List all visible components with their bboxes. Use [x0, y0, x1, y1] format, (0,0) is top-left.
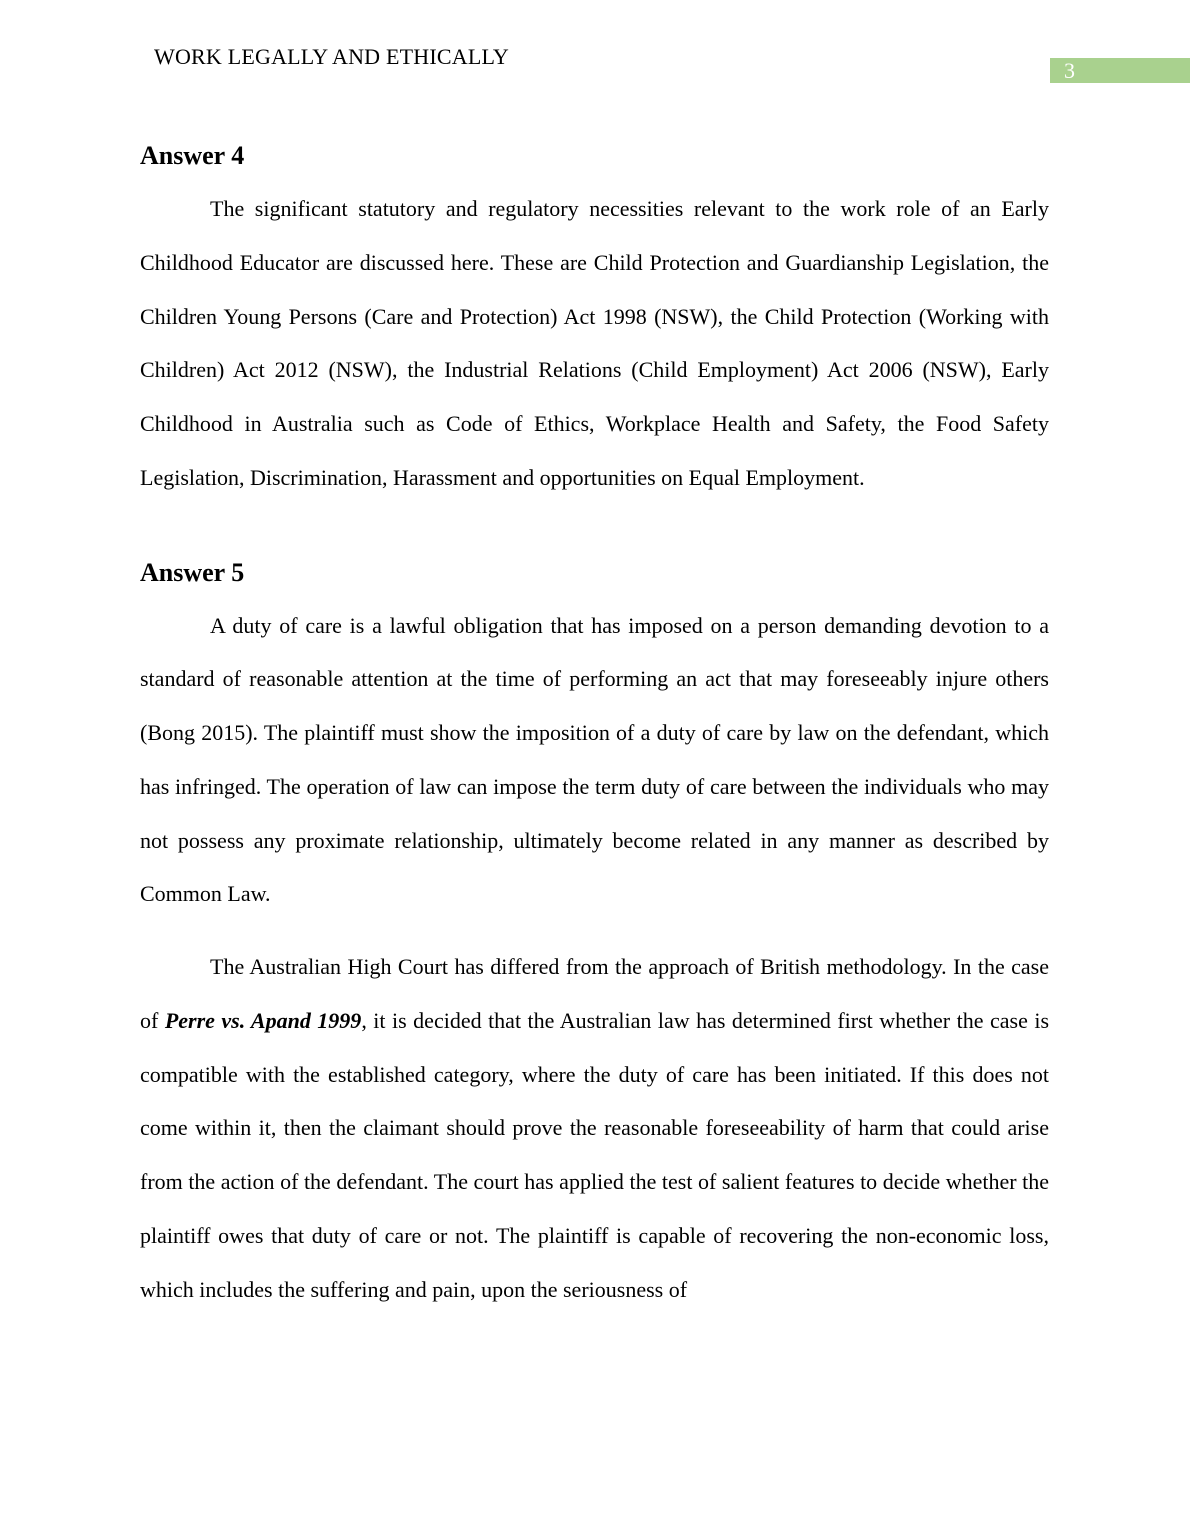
paragraph-duty-of-care: A duty of care is a lawful obligation that has imposed on a person demanding devotion to a standard of reasonable attention at the time of performing an act that may foreseeably injure others (Bong 2015). The plaintiff must show the imposition of a duty of care by law on the defendant, which has infringed. The operation of law can impose the term duty of care between the individuals who may not possess any proximate relationship, ultimately become related in any manner as described by Common Law.: [140, 612, 1049, 907]
heading-answer-4: Answer 4: [140, 141, 245, 170]
paragraph-text-after-case: , it is decided that the Australian law has determined first whether the case is compatible with the established category, where the duty of care has been initiated. If this does not come within it, then the claimant should prove the reasonable foreseeability of harm that could arise from the action of the defendant. The court has applied the test of salient features to decide whether the plaintiff owes that duty of care or not. The plaintiff is capable of recovering the non-economic loss, which includes the suffering and pain, upon the seriousness of: [140, 1007, 1050, 1302]
running-head: WORK LEGALLY AND ETHICALLY: [154, 44, 509, 69]
heading-answer-5: Answer 5: [140, 557, 245, 587]
paragraph-answer-4: The significant statutory and regulatory necessities relevant to the work role of an Early Childhood Educator are discussed here. These are Child Protection and Guardianship Legislation, the Children Young Persons (Care and Protection) Act 1998 (NSW), the Child Protection (Working with Children) Act 2012 (NSW), the Industrial Relations (Child Employment) Act 2006 (NSW), Early Childhood in Australia such as Code of Ethics, Workplace Health and Safety, the Food Safety Legislation, Discrimination, Harassment and opportunities on Equal Employment.: [140, 196, 1049, 490]
case-name: Perre vs. Apand 1999: [164, 1007, 362, 1033]
paragraph-text-before-case: The Australian High Court has differed from the approach of British methodology. In the case of: [140, 954, 1049, 1033]
page-number: 3: [1050, 58, 1190, 83]
document-body: [140, 136, 1049, 1316]
paragraph-high-court: [140, 940, 1049, 1316]
